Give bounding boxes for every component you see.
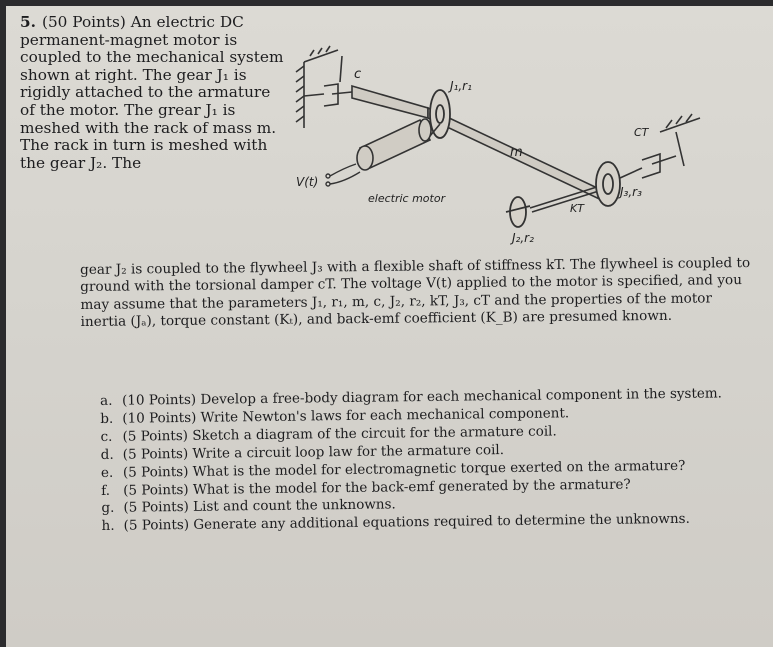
- damper-c-label: c: [354, 67, 362, 82]
- screen-edge-left: [0, 0, 6, 647]
- part-label: f.: [101, 482, 111, 499]
- gear-j1: [430, 90, 450, 138]
- part-label: b.: [100, 410, 114, 427]
- electric-motor: [357, 119, 440, 170]
- part-label: g.: [101, 500, 115, 517]
- part-label: e.: [100, 464, 114, 481]
- damper-c: [304, 56, 352, 106]
- voltage-label: V(t): [296, 175, 319, 189]
- part-label: h.: [101, 518, 115, 535]
- gear-j2-label: J₂,r₂: [512, 231, 534, 245]
- part-text: (5 Points) Sketch a diagram of the circuit for the armature coil.: [122, 423, 557, 445]
- part-text: (10 Points) Develop a free-body diagram for each mechanical component in the system.: [121, 385, 723, 409]
- problem-number: 5.: [20, 13, 36, 31]
- problem-statement-head: (50 Points) An electric DC permanent-magnet motor is coupled to the mechanical system shown at right. The gear J₁ is rigidly attached to the armature of the motor. The grear J₁ is meshed with the rack of mass m. The rack in turn is meshed with the gear J₂. The: [20, 13, 284, 172]
- mechanical-system-figure: [280, 36, 710, 256]
- part-text: (5 Points) What is the model for electromagnetic torque exerted on the armature?: [122, 457, 686, 481]
- rack-label: m: [510, 145, 523, 160]
- voltage-leads: [326, 164, 360, 186]
- part-label: a.: [100, 392, 113, 409]
- part-text: (5 Points) What is the model for the back-emf generated by the armature?: [123, 476, 631, 499]
- motor-label: electric motor: [368, 192, 446, 205]
- problem-intro: [20, 14, 285, 172]
- part-text: (5 Points) Generate any additional equations required to determine the unknowns.: [123, 511, 690, 535]
- gear-j1-label: J₁,r₁: [450, 79, 472, 93]
- damper-ct: [620, 154, 676, 178]
- ground-wall-right: [660, 114, 700, 166]
- flywheel-label: J₃,r₃: [620, 185, 642, 199]
- ground-wall-left: [296, 46, 338, 128]
- parts-list: [100, 385, 732, 536]
- damper-ct-label: CT: [634, 126, 649, 139]
- gear-j2: [506, 197, 530, 227]
- figure-drawing: [280, 36, 710, 256]
- problem-statement-continued: gear J₂ is coupled to the flywheel J₃ with a flexible shaft of stiffness kT. The flywheel is coupled to ground with the torsional damper cT. The voltage V(t) applied to the motor is specified, and you may assume that the parameters J₁, r₁, m, c, J₂, r₂, kT, J₃, cT and the properties of the motor inertia (Jₐ), torque constant (Kₜ), and back-emf coefficient (K_B) are presumed known.: [80, 254, 751, 331]
- part-text: (5 Points) Write a circuit loop law for the armature coil.: [122, 441, 505, 463]
- flywheel-j3: [596, 162, 620, 206]
- screen-edge-top: [0, 0, 773, 6]
- part-text: (5 Points) List and count the unknowns.: [123, 496, 396, 517]
- shaft-label: KT: [570, 202, 584, 215]
- part-text: (10 Points) Write Newton's laws for each mechanical component.: [122, 405, 570, 427]
- part-label: c.: [100, 428, 113, 445]
- part-label: d.: [100, 446, 114, 463]
